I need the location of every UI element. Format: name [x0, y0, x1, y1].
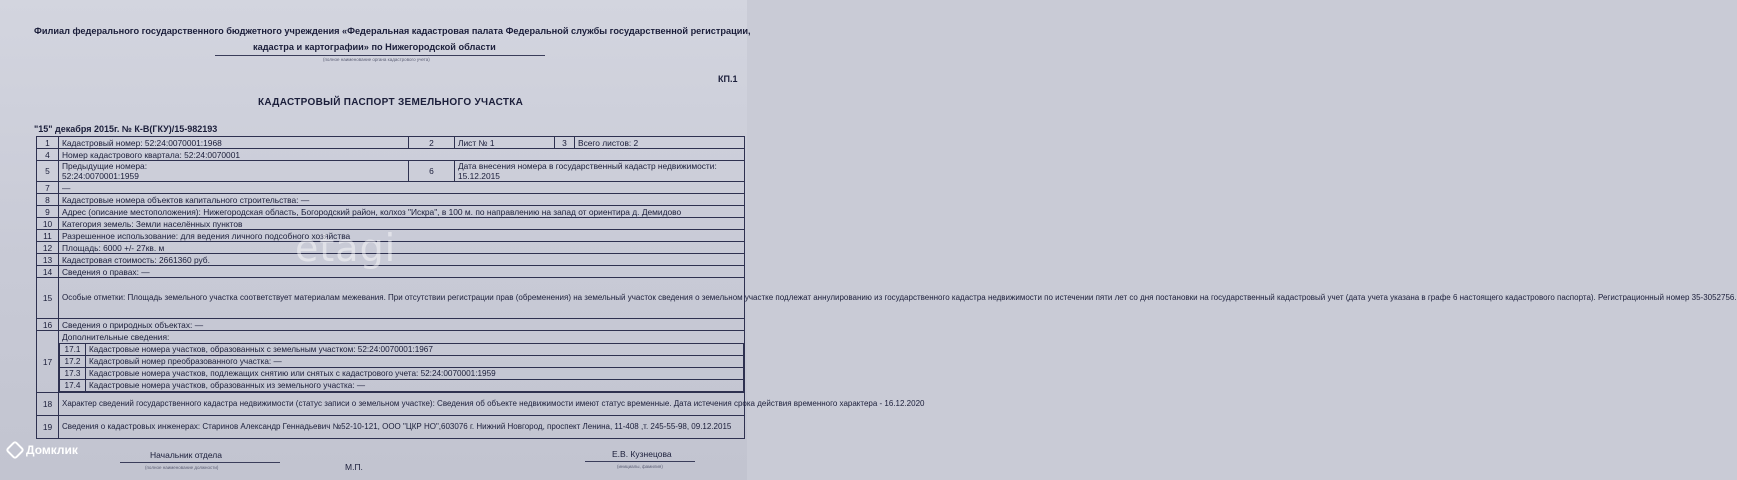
table-row [37, 393, 745, 416]
field-label: Сведения о природных объектах: [62, 319, 193, 330]
table-row [37, 278, 745, 319]
sub-row-number: 17.4 [60, 380, 86, 392]
signatory-position: Начальник отдела [150, 450, 222, 460]
row-number: 19 [37, 416, 59, 439]
row-number: 17 [37, 331, 59, 393]
position-caption: (полное наименование должности) [145, 465, 219, 470]
header-line-2: кадастра и картографии» по Нижегородской области [253, 42, 496, 52]
cadastral-number-cell [59, 137, 409, 149]
row-number: 3 [555, 137, 575, 149]
header-caption: (полное наименование органа кадастрового учета) [323, 57, 430, 62]
row-number: 16 [37, 319, 59, 331]
watermark: etagi [295, 226, 397, 270]
sub-row-text: Кадастровый номер преобразованного участка: — [86, 356, 744, 368]
field-label: Предыдущие номера: [62, 161, 148, 171]
passport-table [36, 136, 1737, 439]
sheet-number-value: 1 [489, 137, 495, 148]
row-number: 10 [37, 218, 59, 230]
row-number: 2 [409, 137, 455, 149]
house-icon [5, 440, 25, 460]
cadastral-engineers-cell: Сведения о кадастровых инженерах: Старинов Александр Геннадьевич №52-10-121, ООО "ЦКР НО",603076 г. Нижний Новгород, проспект Ленина, 11-408 ,т. 245-55-98, 09.12.2015 [59, 416, 745, 439]
field-label: Всего листов: [578, 137, 632, 148]
sub-row-text: Кадастровые номера участков, подлежащих снятию или снятых с кадастрового учета: 52:24:0070001:1959 [86, 368, 744, 380]
table-row [37, 182, 745, 194]
stamp-place: М.П. [345, 462, 363, 472]
previous-numbers-cell [59, 161, 409, 182]
natural-objects-value: — [194, 319, 204, 330]
table-row [37, 331, 745, 393]
natural-objects-cell [59, 319, 745, 331]
special-notes-cell: Особые отметки: Площадь земельного участка соответствует материалам межевания. При отсутствии регистрации прав (обременения) на земельный участок сведения о земельном участке подлежат аннулированию из государственного кадастра недвижимости по истечении пяти лет со дня постановки на государственный кадастровый учет (дата учета указана в графе 6 настоящего кадастрового паспорта). Регистрационный номер 35-3052756. [59, 278, 745, 319]
table-row [37, 206, 745, 218]
quarter-number-cell [59, 149, 745, 161]
entry-date-value: 15.12.2015 [458, 171, 500, 181]
row-number: 5 [37, 161, 59, 182]
land-category-cell: Категория земель: Земли населённых пунктов [59, 218, 745, 230]
sub-row [60, 368, 744, 380]
row-number: 8 [37, 194, 59, 206]
capital-objects-cell [59, 194, 745, 206]
row-number: 15 [37, 278, 59, 319]
cadastral-value-cell: Кадастровая стоимость: 2661360 руб. [59, 254, 745, 266]
total-sheets-value: 2 [633, 137, 639, 148]
field-label: Кадастровые номера объектов капитального строительства: [62, 194, 299, 205]
row-number: 13 [37, 254, 59, 266]
header-line-1: Филиал федерального государственного бюджетного учреждения «Федеральная кадастровая палата Федеральной службы государственной регистрации, [34, 26, 751, 36]
table-row [37, 319, 745, 331]
table-row [37, 137, 745, 149]
table-row [37, 149, 745, 161]
sub-row-number: 17.2 [60, 356, 86, 368]
record-status-cell: Характер сведений государственного кадастра недвижимости (статус записи о земельном участке): Сведения об объекте недвижимости имеют статус временные. Дата истечения срока действия временного характера - 16.12.2020 [59, 393, 745, 416]
row-number: 12 [37, 242, 59, 254]
row-number: 1 [37, 137, 59, 149]
row-number: 6 [409, 161, 455, 182]
previous-numbers-value: 52:24:0070001:1959 [62, 171, 139, 181]
row-number: 7 [37, 182, 59, 194]
header-underline [215, 55, 545, 56]
address-cell: Адрес (описание местоположения): Нижегородская область, Богородский район, колхоз "Искра", в 100 м. по направлению на запад от ориентира д. Демидово [59, 206, 745, 218]
quarter-number-value: 52:24:0070001 [184, 149, 241, 160]
additional-info-cell [59, 331, 745, 393]
domclick-logo [8, 443, 78, 457]
row-number: 4 [37, 149, 59, 161]
entry-date-cell [455, 161, 745, 182]
sub-row [60, 380, 744, 392]
field-label: Кадастровый номер: [62, 137, 143, 148]
row-number: 14 [37, 266, 59, 278]
row-number: 18 [37, 393, 59, 416]
total-sheets-cell [575, 137, 745, 149]
row-number: 9 [37, 206, 59, 218]
sub-row-number: 17.1 [60, 344, 86, 356]
name-caption: (инициалы, фамилия) [617, 464, 663, 469]
permitted-use-cell: Разрешенное использование: для ведения личного подсобного хозяйства [59, 230, 745, 242]
name-underline [585, 461, 695, 462]
field-label: Номер кадастрового квартала: [62, 149, 182, 160]
sheet-number-cell [455, 137, 555, 149]
sub-row [60, 356, 744, 368]
cadastral-number-value: 52:24:0070001:1968 [144, 137, 222, 148]
sub-row-text: Кадастровые номера участков, образованных с земельным участком: 52:24:0070001:1967 [86, 344, 744, 356]
position-underline [120, 462, 280, 463]
sub-row [60, 344, 744, 356]
table-row [37, 161, 745, 182]
sub-row-number: 17.3 [60, 368, 86, 380]
field-label: Дата внесения номера в государственный кадастр недвижимости: [458, 161, 717, 171]
additional-info-label: Дополнительные сведения: [62, 332, 170, 342]
row-7-value: — [59, 182, 745, 194]
sub-row-text: Кадастровые номера участков, образованных из земельного участка: — [86, 380, 744, 392]
rights-cell [59, 266, 745, 278]
table-row [37, 416, 745, 439]
area-cell: Площадь: 6000 +/- 27кв. м [59, 242, 745, 254]
row-number: 11 [37, 230, 59, 242]
form-code: КП.1 [718, 74, 738, 84]
capital-objects-value: — [300, 194, 310, 205]
field-label: Сведения о правах: [62, 266, 139, 277]
logo-text: Домклик [26, 443, 78, 457]
rights-value: — [141, 266, 150, 277]
signatory-name: Е.В. Кузнецова [612, 449, 672, 459]
document-title: КАДАСТРОВЫЙ ПАСПОРТ ЗЕМЕЛЬНОГО УЧАСТКА [258, 97, 524, 108]
document-date-number: "15" декабря 2015г. № К-В(ГКУ)/15-982193 [34, 124, 218, 134]
table-row [37, 194, 745, 206]
additional-info-table [59, 343, 744, 392]
field-label: Лист № [458, 137, 488, 148]
